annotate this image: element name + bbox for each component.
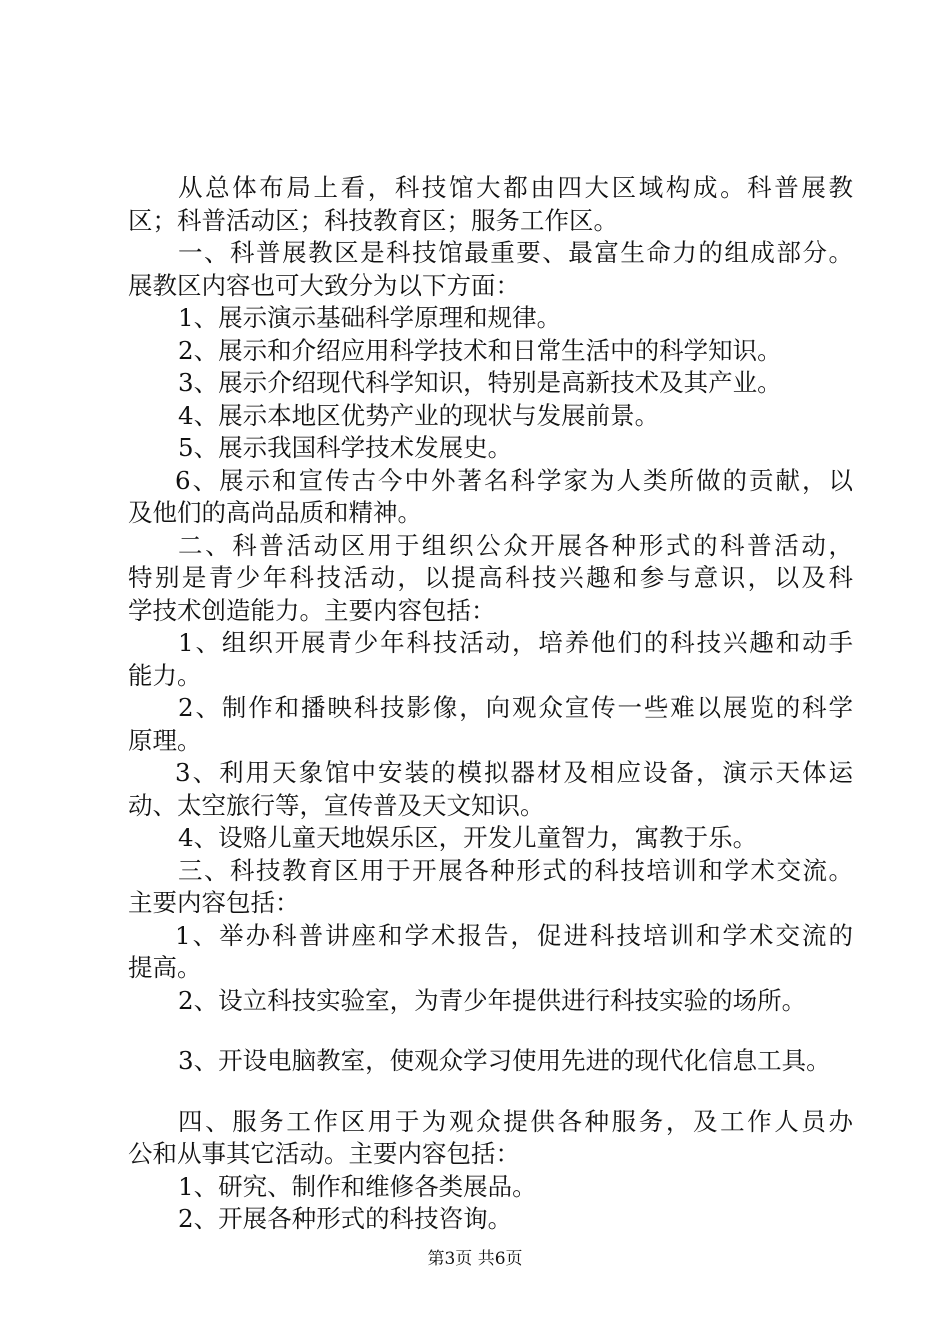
text-line: 及他们的高尚品质和精神。 bbox=[128, 498, 422, 527]
blank-line bbox=[128, 1017, 853, 1045]
text-line: 原理。 bbox=[128, 725, 202, 755]
text-line: 动、太空旅行等，宣传普及天文知识。 bbox=[128, 790, 545, 820]
text-line: 2、设立科技实验室，为青少年提供进行科技实验的场所。 bbox=[178, 985, 807, 1015]
text-line: 6、展示和宣传古今中外著名科学家为人类所做的贡献，以 bbox=[175, 465, 853, 495]
text-line: 4、设赂儿童天地娱乐区，开发儿童智力，寓教于乐。 bbox=[178, 823, 758, 852]
text-line: 主要内容包括： bbox=[128, 888, 300, 917]
text-line: 特别是青少年科技活动，以提高科技兴趣和参与意识，以及科 bbox=[128, 563, 853, 592]
text-line: 能力。 bbox=[128, 660, 202, 690]
text-line: 2、展示和介绍应用科学技术和日常生活中的科学知识。 bbox=[178, 335, 782, 365]
text-line: 3、展示介绍现代科学知识，特别是高新技术及其产业。 bbox=[178, 368, 782, 397]
text-line: 三、科技教育区用于开展各种形式的科技培训和学术交流。 bbox=[178, 855, 853, 885]
text-line: 四、服务工作区用于为观众提供各种服务，及工作人员办 bbox=[178, 1106, 853, 1136]
text-line: 1、研究、制作和维修各类展品。 bbox=[178, 1171, 537, 1201]
text-line: 3、开设电脑教室，使观众学习使用先进的现代化信息工具。 bbox=[178, 1046, 831, 1075]
text-line: 公和从事其它活动。主要内容包括： bbox=[128, 1139, 520, 1168]
text-line: 1、展示演示基础科学原理和规律。 bbox=[178, 303, 562, 332]
text-line: 2、开展各种形式的科技咨询。 bbox=[178, 1204, 513, 1233]
text-line: 4、展示本地区优势产业的现状与发展前景。 bbox=[178, 400, 660, 430]
document-body bbox=[128, 172, 853, 1236]
text-line: 区；科普活动区；科技教育区；服务工作区。 bbox=[128, 205, 618, 235]
text-line: 2、制作和播映科技影像，向观众宣传一些难以展览的科学 bbox=[178, 693, 853, 722]
text-line: 提高。 bbox=[128, 953, 202, 982]
text-line: 学技术创造能力。主要内容包括： bbox=[128, 595, 496, 625]
text-line: 5、展示我国科学技术发展史。 bbox=[178, 433, 513, 462]
blank-line bbox=[128, 1078, 853, 1106]
text-line: 3、利用天象馆中安装的模拟器材及相应设备，演示天体运 bbox=[175, 758, 853, 787]
text-line: 一、科普展教区是科技馆最重要、最富生命力的组成部分。 bbox=[178, 238, 853, 267]
text-line: 从总体布局上看，科技馆大都由四大区域构成。科普展教 bbox=[178, 173, 853, 202]
page-footer: 第3页 共6页 bbox=[427, 1249, 523, 1269]
text-line: 1、举办科普讲座和学术报告，促进科技培训和学术交流的 bbox=[175, 920, 853, 950]
text-line: 二、科普活动区用于组织公众开展各种形式的科普活动， bbox=[178, 530, 853, 560]
text-line: 展教区内容也可大致分为以下方面： bbox=[128, 270, 520, 300]
text-line: 1、组织开展青少年科技活动，培养他们的科技兴趣和动手 bbox=[178, 628, 853, 657]
